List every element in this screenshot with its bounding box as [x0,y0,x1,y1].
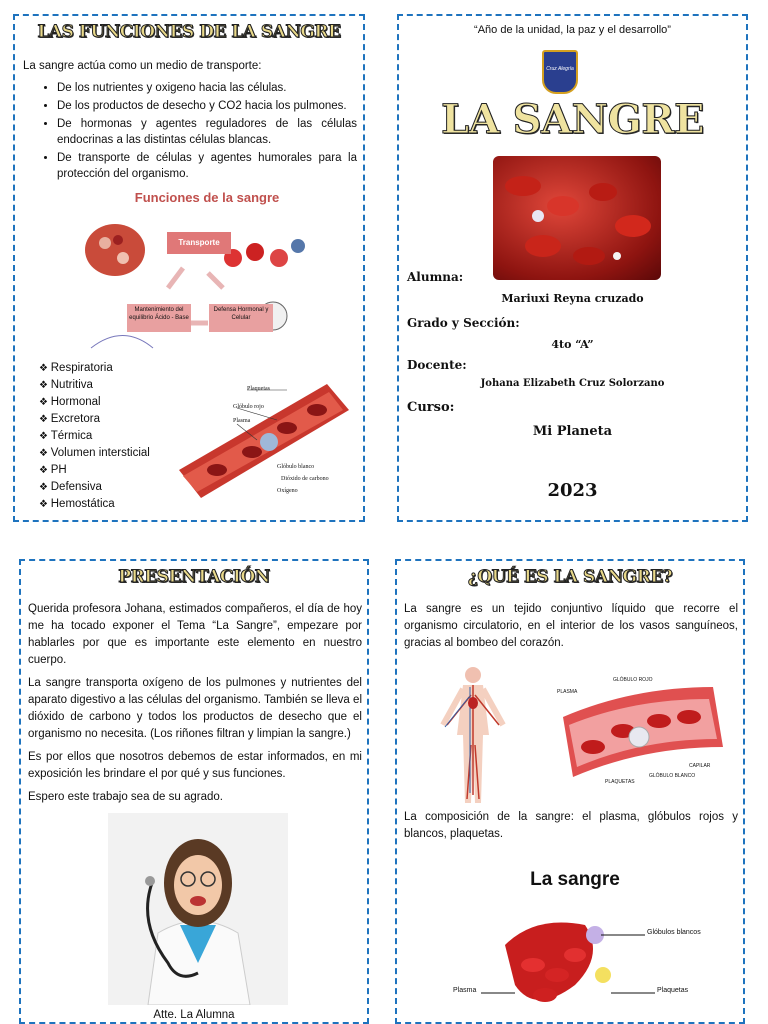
alumna-name: Mariuxi Reyna cruzado [501,292,644,305]
docente-name: Johana Elizabeth Cruz Solorzano [480,378,665,389]
section-label-capilar: CAPILAR [689,763,711,769]
year: 2023 [547,480,598,501]
vessel-label-plaquetas: Plaquetas [247,386,270,392]
figure-title: La sangre [530,869,620,890]
docente-label: Docente: [407,358,467,372]
list-item: ❖ Defensiva [39,479,199,496]
vessel-label-co2: Dióxido de carbono [281,476,329,482]
body-art [433,665,513,805]
panel-portada [397,14,748,522]
section-label-rojo: GLÓBULO ROJO [613,677,653,683]
curso-label: Curso: [407,400,455,415]
list-item: ❖ Respiratoria [39,360,199,377]
list-item: ❖ PH [39,462,199,479]
vessel-label-o2: Oxígeno [277,488,298,494]
list-item: ❖ Hemostática [39,496,199,513]
que-es-paragraph: La sangre es un tejido conjuntivo líquido que recorre el organismo circulatorio, en el interior de los vasos sanguíneos, gracias al bombeo del corazón. [404,603,738,649]
school-logo [542,50,578,94]
funciones-diagram [83,188,313,358]
vessel-illustration [177,370,355,506]
vessel-label-globulo-rojo: Glóbulo rojo [233,404,264,410]
bullet-item: • De transporte de células y agentes humorales para la protección del organismo. [57,150,357,182]
figure-label-plaquetas: Plaquetas [657,987,689,994]
presentacion-body [28,601,362,812]
section-label-plasma: PLASMA [557,689,578,695]
que-es-title: ¿QUÉ ES LA SANGRE? [467,567,673,587]
grado-value: 4to “A” [551,338,594,351]
panel-que-es [395,559,745,1024]
grado-label: Grado y Sección: [407,316,520,330]
vessel-label-globulo-blanco: Glóbulo blanco [277,464,315,470]
panel-presentacion [19,559,369,1024]
funciones-bullets [23,80,357,184]
bullet-item: • De hormonas y agentes reguladores de las células endocrinas a las distintas células blancas. [57,116,357,148]
diagram-art [83,188,313,358]
presentacion-paragraph: Es por ellos que nosotros debemos de estar informados, en mi exposición les brindare el por qué y sus funciones. [28,751,362,780]
bullet-item: • De los productos de desecho y CO2 hacia los pulmones. [57,98,357,114]
presentacion-title: PRESENTACIÓN [118,567,270,587]
diagram-box-defensa: Defensa Hormonal y Celular [209,304,273,332]
body-circulation-image [433,665,513,805]
figure-art [445,865,705,1024]
student-photo [108,813,288,1005]
list-item: ❖ Excretora [39,411,199,428]
funciones-title: LAS FUNCIONES DE LA SANGRE [37,22,341,42]
cover-image [493,156,661,280]
vessel-label-plasma: Plasma [233,418,251,424]
presentacion-paragraph: Querida profesora Johana, estimados compañeros, el día de hoy me ha tocado exponer el Tema “La Sangre”, empezare por hablarles por que es importante este elemento en nuestro cuerpo. [28,603,362,666]
list-item: ❖ Volumen intersticial [39,445,199,462]
blood-cells-art [493,156,661,280]
figure-label-plasma: Plasma [453,987,477,994]
presentacion-paragraph: Espero este trabajo sea de su agrado. [28,791,223,803]
diagram-box-transporte: Transporte [167,232,231,254]
funciones-intro: La sangre actúa como un medio de transporte: [23,60,262,72]
alumna-label: Alumna: [407,270,464,284]
composicion-paragraph: La composición de la sangre: el plasma, glóbulos rojos y blancos, plaquetas. [404,811,738,840]
diagram-title: Funciones de la sangre [134,190,280,205]
section-label-blanco: GLÓBULO BLANCO [649,773,696,779]
la-sangre-figure [445,865,705,1024]
presentacion-paragraph: La sangre transporta oxígeno de los pulmones y nutrientes del aparato digestivo a las células del organismo. También se lleva el dióxido de carbono y todos los productos de desecho que el organismo no necesita. (Los riñones filtran y limpian la sangre.) [28,677,362,740]
vessel-cross-section [553,677,729,789]
diagram-box-equilibrio: Mantenimiento del equilibrio Ácido - Base [127,304,191,332]
figure-label-blancos: Glóbulos blancos [647,929,701,936]
student-art [108,813,288,1005]
list-item: ❖ Térmica [39,428,199,445]
bullet-item: • De los nutrientes y oxigeno hacia las células. [57,80,357,96]
logo-text: Cruz Alegría [546,66,574,72]
cover-title: LA SANGRE [441,96,704,143]
list-item: ❖ Hormonal [39,394,199,411]
list-item: ❖ Nutritiva [39,377,199,394]
curso-value: Mi Planeta [532,424,613,439]
vessel-section-art [553,677,729,789]
funciones-list [39,360,199,513]
section-label-plaquetas: PLAQUETAS [605,779,635,785]
motto: “Año de la unidad, la paz y el desarrollo” [474,24,671,36]
signature: Atte. La Alumna [153,1009,235,1021]
panel-funciones [13,14,365,522]
